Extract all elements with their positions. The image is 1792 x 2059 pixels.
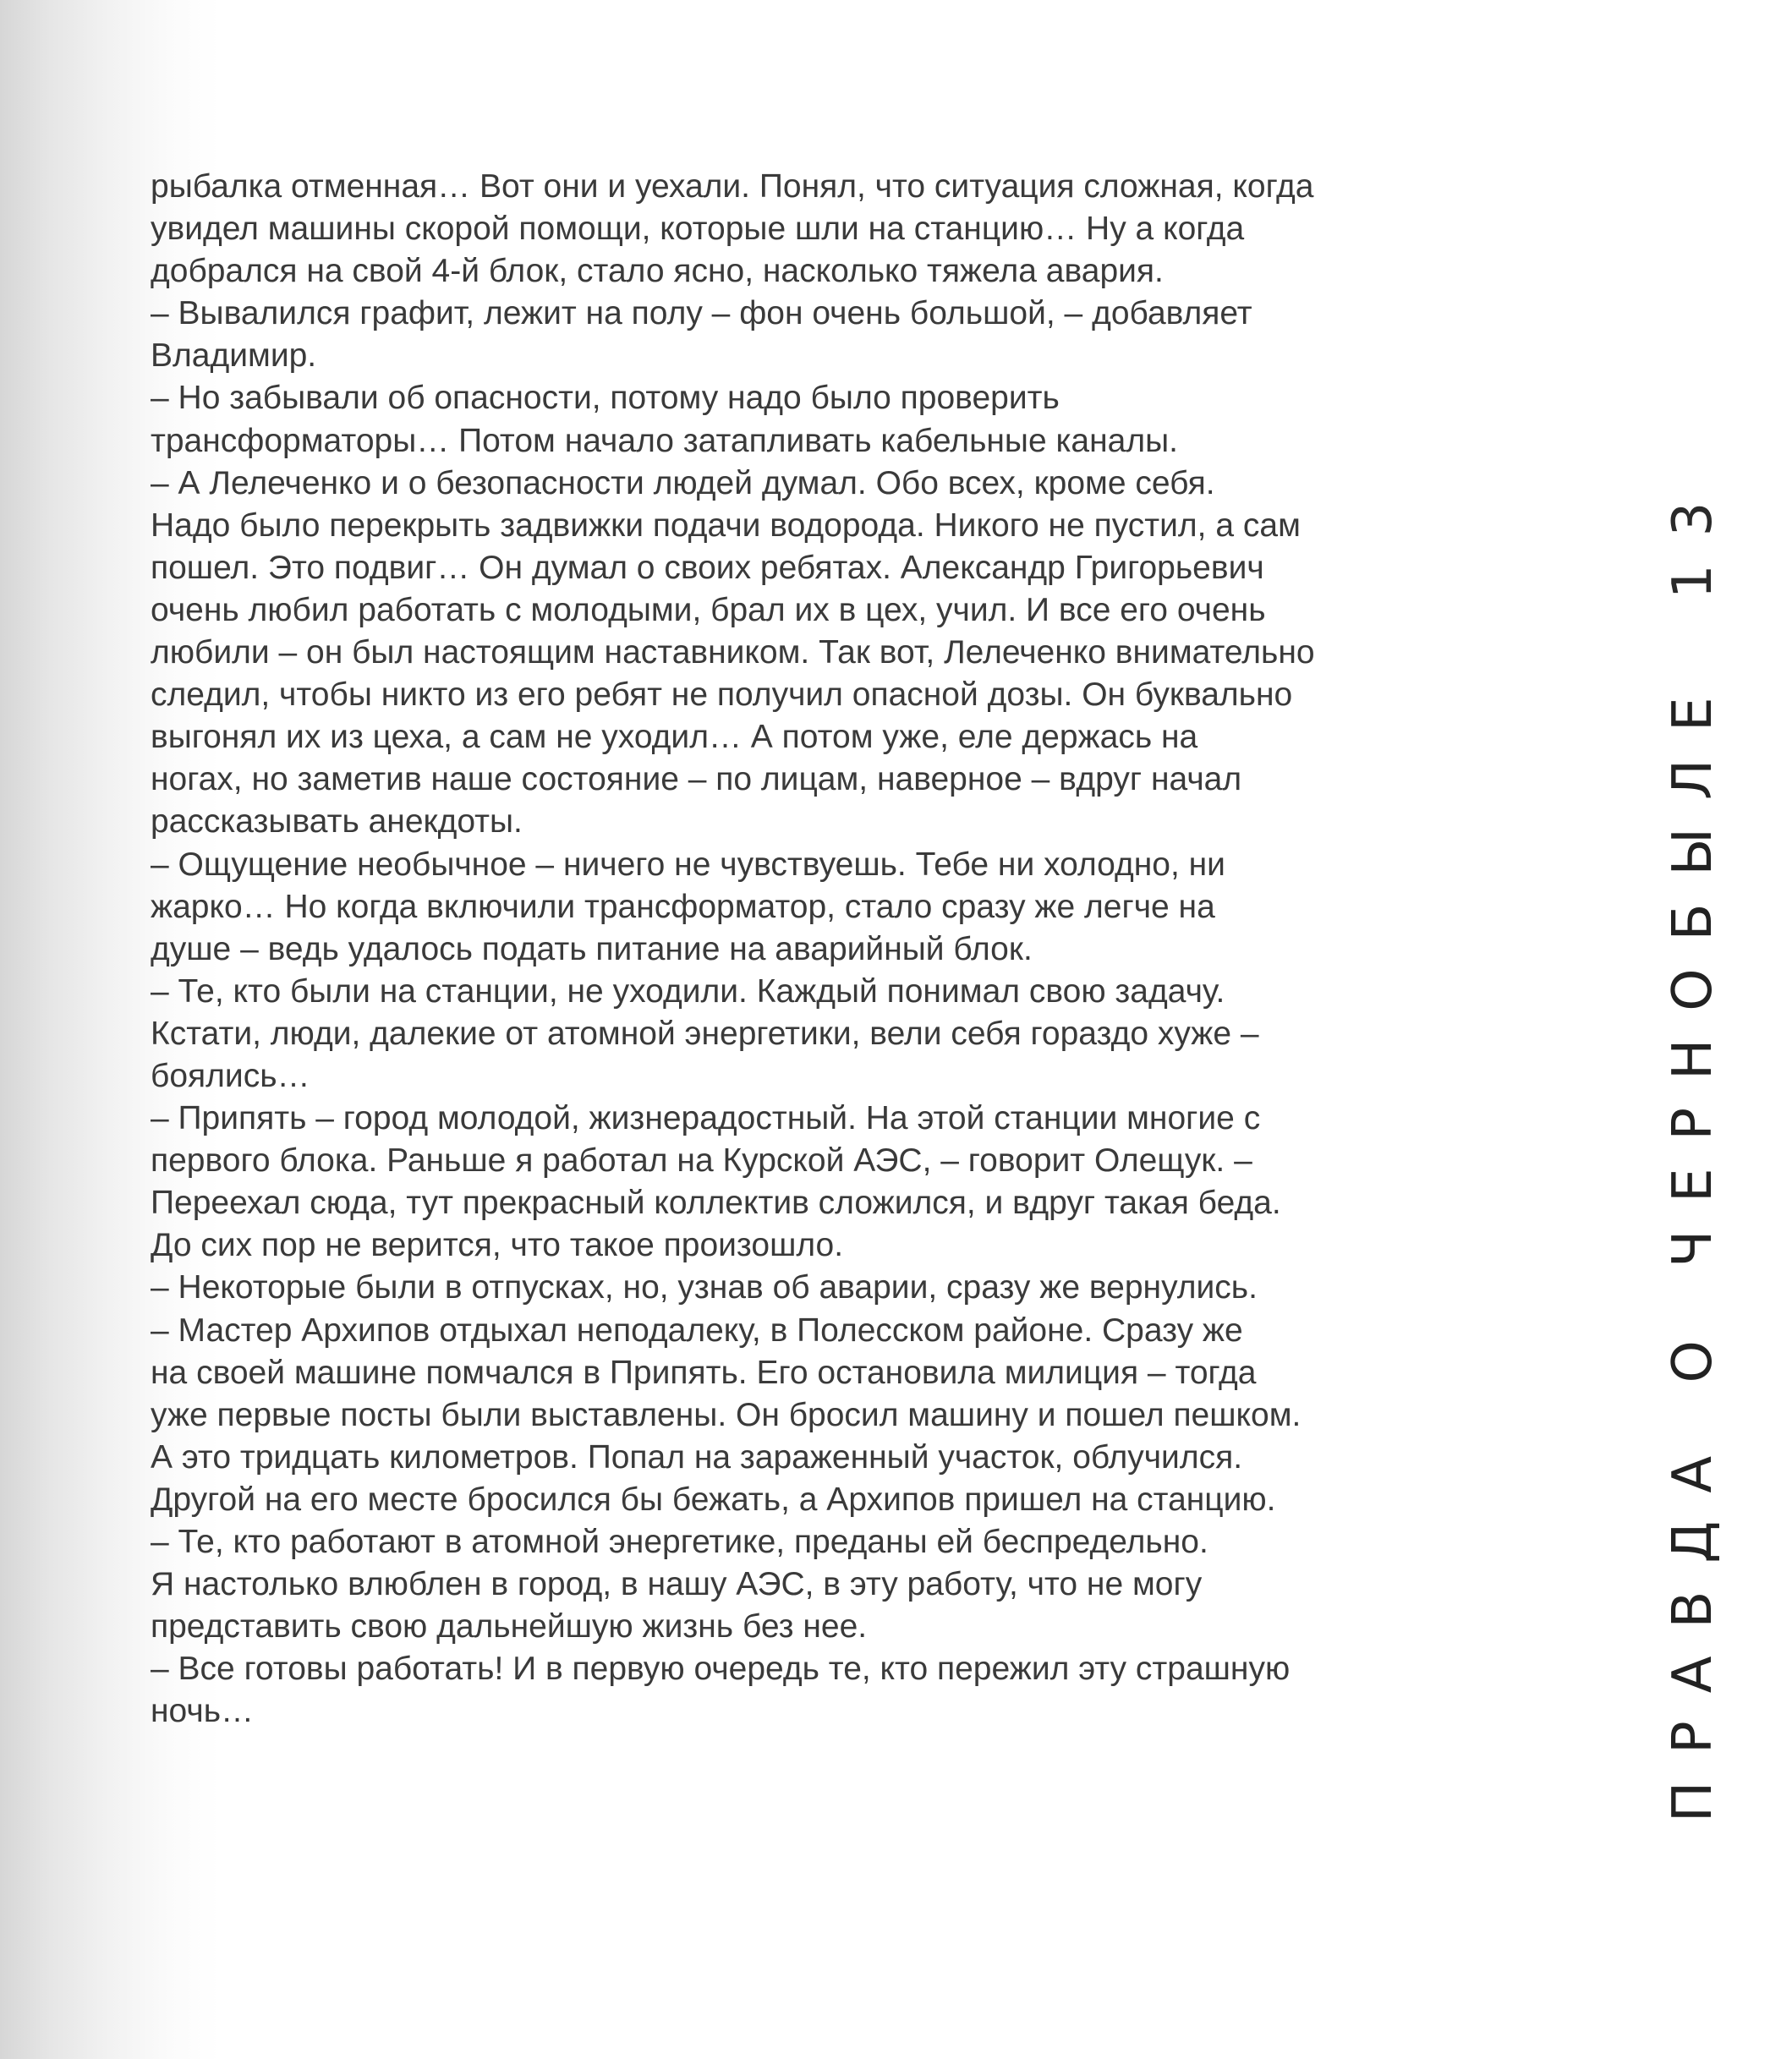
text-line: представить свою дальнейшую жизнь без нее. [151, 1608, 868, 1646]
text-line: – Те, кто были на станции, не уходили. Каждый понимал свою задачу. [151, 972, 1225, 1010]
text-line: ногах, но заметив наше состояние – по лицам, наверное – вдруг начал [151, 761, 1242, 798]
text-line: увидел машины скорой помощи, которые шли на станцию… Ну а когда [151, 211, 1245, 248]
text-line: душе – ведь удалось подать питание на аварийный блок. [151, 930, 1033, 967]
text-line: – Мастер Архипов отдыхал неподалеку, в Полесском районе. Сразу же [151, 1312, 1243, 1349]
text-line: Другой на его месте бросился бы бежать, а Архипов пришел на станцию. [151, 1481, 1276, 1518]
text-line: следил, чтобы никто из его ребят не получил опасной дозы. Он буквально [151, 676, 1293, 714]
text-line: рыбалка отменная… Вот они и уехали. Понял, что ситуация сложная, когда [151, 168, 1314, 205]
text-line: А это тридцать километров. Попал на зараженный участок, облучился. [151, 1438, 1243, 1476]
text-line: – А Лелеченко и о безопасности людей думал. Обо всех, кроме себя. [151, 464, 1215, 501]
page-number: 13 [1662, 474, 1724, 600]
text-line: на своей машине помчался в Припять. Его остановила милиция – тогда [151, 1354, 1257, 1391]
text-line: первого блока. Раньше я работал на Курской АЭС, – говорит Олещук. – [151, 1142, 1252, 1180]
text-line: боялись… [151, 1057, 310, 1094]
text-line: ночь… [151, 1693, 255, 1730]
text-line: добрался на свой 4-й блок, стало ясно, насколько тяжела авария. [151, 253, 1164, 290]
text-line: рассказывать анекдоты. [151, 803, 523, 841]
text-line: До сих пор не верится, что такое произошло. [151, 1227, 844, 1264]
text-line: любили – он был настоящим наставником. Так вот, Лелеченко внимательно [151, 634, 1315, 671]
text-line: Кстати, люди, далекие от атомной энергетики, вели себя гораздо хуже – [151, 1015, 1259, 1052]
body-text [151, 166, 1470, 1733]
text-line: очень любил работать с молодыми, брал их в цех, учил. И все его очень [151, 591, 1266, 628]
text-line: Владимир. [151, 337, 317, 375]
text-line: пошел. Это подвиг… Он думал о своих ребятах. Александр Григорьевич [151, 549, 1264, 586]
text-line: – Некоторые были в отпусках, но, узнав об аварии, сразу же вернулись. [151, 1269, 1258, 1306]
text-line: Надо было перекрыть задвижки подачи водорода. Никого не пустил, а сам [151, 507, 1301, 544]
text-line: жарко… Но когда включили трансформатор, стало сразу же легче на [151, 888, 1215, 925]
text-line: – Вывалился графит, лежит на полу – фон очень большой, – добавляет [151, 295, 1252, 332]
text-line: – Но забывали об опасности, потому надо было проверить [151, 380, 1060, 417]
text-line: Переехал сюда, тут прекрасный коллектив сложился, и вдруг такая беда. [151, 1185, 1281, 1222]
text-line: выгонял их из цеха, а сам не уходил… А потом уже, еле держась на [151, 719, 1198, 756]
text-line: Я настолько влюблен в город, в нашу АЭС, в эту работу, что не могу [151, 1566, 1203, 1603]
text-line: – Все готовы работать! И в первую очередь те, кто пережил эту страшную [151, 1651, 1291, 1688]
text-line: – Те, кто работают в атомной энергетике, преданы ей беспредельно. [151, 1524, 1208, 1560]
running-head [1659, 474, 1727, 1822]
text-line: уже первые посты были выставлены. Он бросил машину и пошел пешком. [151, 1396, 1302, 1433]
running-head-title: ПРАВДА О ЧЕРНОБЫЛЕ [1662, 669, 1724, 1822]
text-line: – Ощущение необычное – ничего не чувствуешь. Тебе ни холодно, ни [151, 846, 1225, 883]
text-line: – Припять – город молодой, жизнерадостный. На этой станции многие с [151, 1100, 1261, 1137]
text-line: трансформаторы… Потом начало затапливать кабельные каналы. [151, 422, 1178, 459]
